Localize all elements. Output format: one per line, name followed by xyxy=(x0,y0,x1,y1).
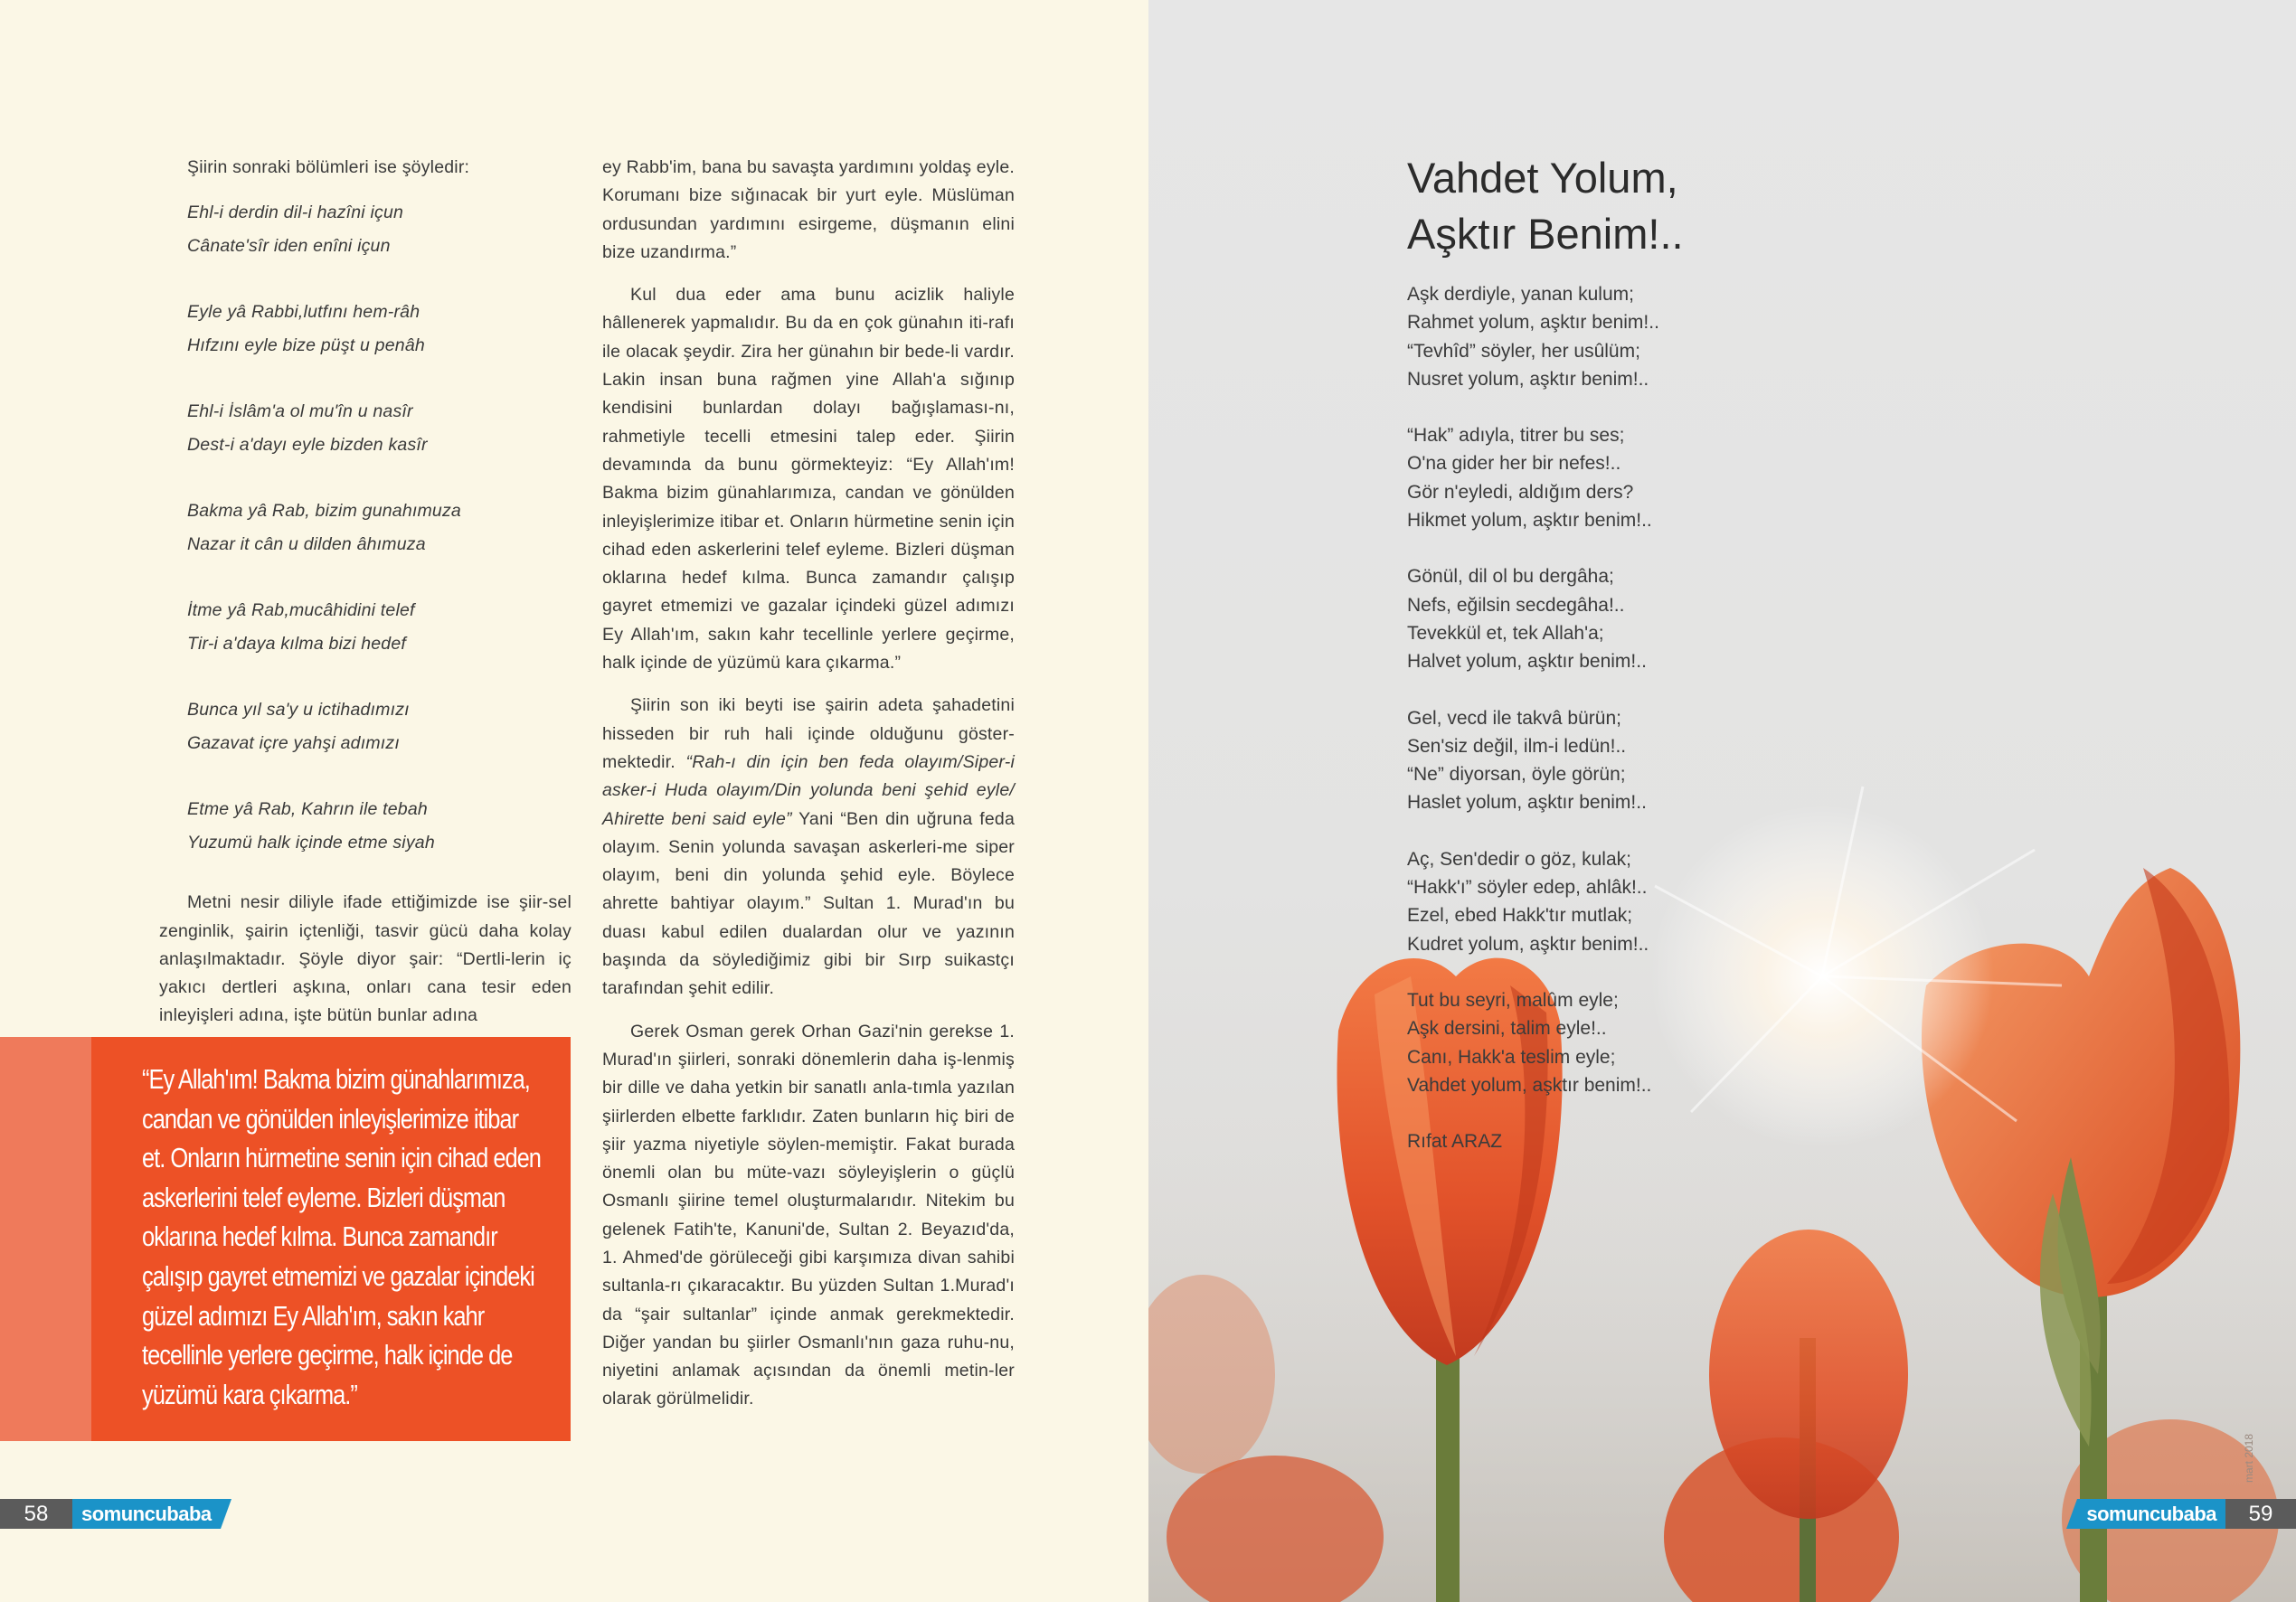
poem-line: Canı, Hakk'a teslim eyle; xyxy=(1407,1046,1616,1068)
poem-stanza xyxy=(1407,986,1659,1099)
poem-stanza xyxy=(1407,704,1659,817)
issue-date: mart 2018 xyxy=(2243,1433,2255,1483)
page-number-left: 58 xyxy=(0,1499,72,1529)
verse-list xyxy=(159,196,572,860)
pullquote-accent-strip xyxy=(0,1037,91,1441)
poem-title xyxy=(1407,150,1684,262)
verse-couplet xyxy=(187,594,572,661)
page-number-right: 59 xyxy=(2225,1499,2296,1529)
verse-couplet xyxy=(187,395,572,462)
poem-line: Gönül, dil ol bu dergâha; xyxy=(1407,566,1614,588)
poem-line: “Hakk'ı” söyler edep, ahlâk!.. xyxy=(1407,877,1648,899)
verse-line: Bunca yıl sa'y u ictihadımızı xyxy=(187,700,410,721)
poem-line: Gör n'eyledi, aldığım ders? xyxy=(1407,481,1634,503)
verse-couplet xyxy=(187,693,572,760)
poem-line: Aç, Sen'dedir o göz, kulak; xyxy=(1407,848,1631,870)
poem-line: Ezel, ebed Hakk'tır mutlak; xyxy=(1407,905,1633,927)
verse-line: Ehl-i İslâm'a ol mu'în u nasîr xyxy=(187,401,413,422)
right-page xyxy=(1148,0,2296,1602)
poem-line: Sen'siz değil, ilm-i ledün!.. xyxy=(1407,735,1627,757)
column-1 xyxy=(159,154,572,1031)
intro-line: Şiirin sonraki bölümleri ise şöyledir: xyxy=(187,157,470,177)
footer-left xyxy=(0,1499,231,1529)
verse-line: Dest-i a'dayı eyle bizden kasîr xyxy=(187,435,428,456)
verse-line: Yuzumü halk içinde etme siyah xyxy=(187,833,435,853)
verse-line: Hıfzını eyle bize püşt u penâh xyxy=(187,335,425,356)
poem-line: Aşk derdiyle, yanan kulum; xyxy=(1407,284,1634,305)
paragraph-3-quote: “Rah-ı din için ben feda olayım/Siper-i asker-i Huda olayım/Din yolunda beni şehid eyle/ Ahirette beni said eyle” xyxy=(602,751,1015,829)
poem-stanzas xyxy=(1407,280,1659,1099)
verse-line: Eyle yâ Rabbi,lutfını hem-râh xyxy=(187,302,420,323)
poem-line: Tevekkül et, tek Allah'a; xyxy=(1407,622,1604,644)
verse-couplet xyxy=(187,495,572,561)
poem-line: Haslet yolum, aşktır benim!.. xyxy=(1407,792,1647,814)
poem-author: Rıfat ARAZ xyxy=(1407,1131,1503,1153)
verse-line: Ehl-i derdin dil-i hazîni içun xyxy=(187,203,404,223)
footer-right xyxy=(2066,1499,2296,1529)
paragraph-3-end: Yani “Ben din uğruna feda olayım. Senin yolunda savaşan askerleri-me siper olayım, beni din yolunda şehid eyle. Böylece ahrette bahtiyar olayım.” Sultan 1. Murad'ın bu duası kabul edilen dualardan olur ve yazının başında da söylediğimiz gibi bir Sırp suikastçı tarafından şehit edilir. xyxy=(602,808,1015,999)
poem-line: Aşk dersini, talim eyle!.. xyxy=(1407,1018,1607,1040)
poem-line: Tut bu seyri, malûm eyle; xyxy=(1407,989,1619,1011)
verse-couplet xyxy=(187,196,572,263)
poem-stanza xyxy=(1407,562,1659,675)
verse-line: Tir-i a'daya kılma bizi hedef xyxy=(187,634,407,655)
poem-stanza xyxy=(1407,280,1659,393)
poem-line: Nefs, eğilsin secdegâha!.. xyxy=(1407,594,1625,616)
poem-line: “Tevhîd” söyler, her usûlüm; xyxy=(1407,340,1640,362)
verse-line: Etme yâ Rab, Kahrın ile tebah xyxy=(187,799,428,820)
poem-title-line-2: Aşktır Benim!.. xyxy=(1407,210,1684,258)
poem-line: Kudret yolum, aşktır benim!.. xyxy=(1407,933,1649,955)
prose-paragraph: Metni nesir diliyle ifade ettiğimizde ise şiir-sel zenginlik, şairin içtenliği, tasvir gücü daha kolay anlaşılmaktadır. Şöyle diyor şair: “Dertli-lerin iç yakıcı dertleri aşkına, onları cana tesir eden inleyişleri adına, işte bütün bunlar adına xyxy=(159,892,572,1026)
poem-line: Halvet yolum, aşktır benim!.. xyxy=(1407,651,1647,673)
verse-line: Bakma yâ Rab, bizim gunahımuza xyxy=(187,501,461,522)
paragraph-3 xyxy=(602,692,1015,1003)
column-2 xyxy=(602,154,1015,1428)
brand-tab-edge-right xyxy=(2066,1499,2077,1529)
poem xyxy=(1407,280,1659,1155)
pullquote-text: “Ey Allah'ım! Bakma bizim günahlarımıza, candan ve gönülden inleyişlerimize itibar et. Onların hürmetine senin için cihad eden askerlerini telef eyleme. Bizleri düşman oklarına hedef kılma. Bunca zamandır çalışıp gayret etmemizi ve gazalar içindeki güzel adımızı Ey Allah'ım, sakın kahr tecellinle yerlere geçirme, halk içinde de yüzümü kara çıkarma.” xyxy=(142,1063,541,1410)
verse-line: Nazar it cân u dilden âhımuza xyxy=(187,534,426,555)
poem-line: Gel, vecd ile takvâ bürün; xyxy=(1407,707,1621,729)
verse-couplet xyxy=(187,793,572,860)
poem-line: Rahmet yolum, aşktır benim!.. xyxy=(1407,312,1659,334)
brand-tab-edge xyxy=(221,1499,231,1529)
tulip-photo xyxy=(1148,0,2296,1602)
poem-line: Hikmet yolum, aşktır benim!.. xyxy=(1407,510,1652,532)
poem-line: O'na gider her bir nefes!.. xyxy=(1407,453,1621,475)
poem-stanza xyxy=(1407,421,1659,534)
paragraph-2: Kul dua eder ama bunu acizlik haliyle hâllenerek yapmalıdır. Bu da en çok günahın iti-rafı ile olacak şeydir. Zira her günahın bir bede-li vardır. Lakin insan buna rağmen yine Allah'a sığınıp kendisini bunlardan dolayı bağışlaması-nı, rahmetiyle tecelli etmesini talep eder. Şiirin devamında da bunu görmekteyiz: “Ey Allah'ım! Bakma bizim günahlarımıza, candan ve gönülden inleyişlerimize itibar et. Onların hürmetine senin için cihad eden askerlerini telef eyleme. Bizleri düşman oklarına hedef kılma. Bunca zamandır çalışıp gayret etmemizi ve gazalar içindeki güzel adımızı Ey Allah'ım, sakın kahr tecellinle yerlere geçirme, halk içinde de yüzümü kara çıkarma.” xyxy=(602,285,1015,674)
brand-logo-right: somuncubaba xyxy=(2077,1499,2225,1529)
poem-line: “Hak” adıyla, titrer bu ses; xyxy=(1407,425,1625,447)
verse-line: Cânate'sîr iden enîni içun xyxy=(187,236,391,257)
poem-line: Nusret yolum, aşktır benim!.. xyxy=(1407,368,1649,390)
verse-couplet xyxy=(187,296,572,363)
verse-line: Gazavat içre yahşi adımızı xyxy=(187,733,400,754)
poem-line: “Ne” diyorsan, öyle görün; xyxy=(1407,764,1626,786)
paragraph-1: ey Rabb'im, bana bu savaşta yardımını yoldaş eyle. Korumanı bize sığınacak bir yurt eyle. Müslüman ordusundan yardımını esirgeme, düşmanın elini bize uzandırma.” xyxy=(602,157,1015,262)
poem-stanza xyxy=(1407,845,1659,958)
poem-line: Vahdet yolum, aşktır benim!.. xyxy=(1407,1074,1652,1096)
brand-logo-left: somuncubaba xyxy=(72,1499,221,1529)
paragraph-3-start: Şiirin son iki beyti ise şairin adeta şahadetini hisseden bir ruh hali içinde olduğunu göster-mektedir. xyxy=(602,695,1015,772)
paragraph-4: Gerek Osman gerek Orhan Gazi'nin gerekse 1. Murad'ın şiirleri, sonraki dönemlerin daha iş-lenmiş bir dille ve daha yetkin bir sanatlı anla-tımla yazılan şiirlerden elbette farklıdır. Zaten bunların hiç biri de şiir yazma niyetiyle söylen-memiştir. Fakat burada önemli olan bu müte-vazı söyleyişlerin o güçlü Osmanlı şiirine temel oluşturmalarıdır. Nitekim bu gelenek Fatih'te, Kanuni'de, Sultan 2. Beyazıd'da, 1. Ahmed'de görüleceği gibi karşımıza divan sahibi sultanla-rı çıkaracaktır. Bu yüzden Sultan 1.Murad'ı da “şair sultanlar” içinde anmak gerekmektedir. Diğer yandan bu şiirler Osmanlı'nın gaza ruhu-nu, niyetini anlamak açısından da önemli metin-ler olarak görülmelidir. xyxy=(602,1021,1015,1409)
verse-line: İtme yâ Rab,mucâhidini telef xyxy=(187,600,415,621)
poem-title-line-1: Vahdet Yolum, xyxy=(1407,154,1678,202)
